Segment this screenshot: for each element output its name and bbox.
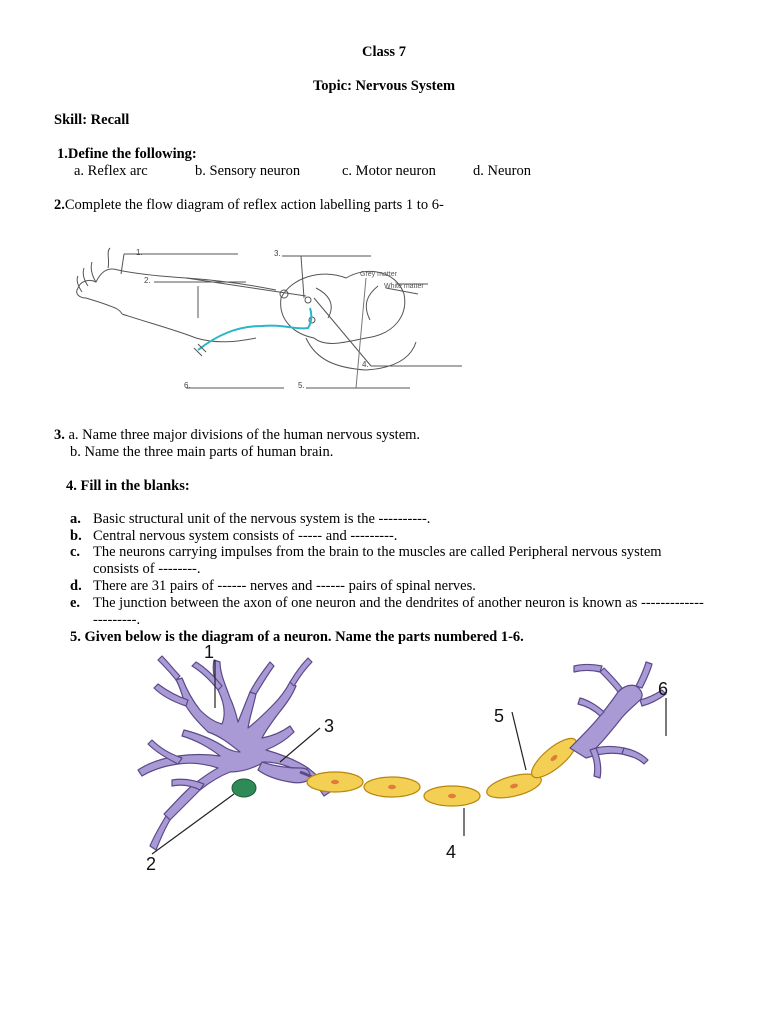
- q1-option-a: a. Reflex arc: [74, 163, 148, 179]
- neuron-label-3: 3: [324, 716, 335, 736]
- q4-heading: 4. Fill in the blanks:: [66, 478, 190, 494]
- myelin-segment-dot: [388, 785, 396, 789]
- q3-number: 3.: [54, 427, 65, 443]
- reflex-label-1: 1.: [136, 248, 143, 257]
- reflex-label-5: 5.: [298, 381, 305, 390]
- reflex-label-3: 3.: [274, 249, 281, 258]
- q1-heading: 1.Define the following:: [57, 146, 197, 162]
- neuron-label-4: 4: [446, 842, 457, 862]
- q2-instruction: Complete the flow diagram of reflex action labelling parts 1 to 6-: [64, 197, 444, 213]
- q4-item-e-marker: e.: [70, 595, 81, 611]
- q4-item-a-marker: a.: [70, 511, 81, 527]
- myelin-segment: [307, 772, 363, 792]
- neuron-diagram: [130, 640, 675, 870]
- myelin-sheath: [307, 732, 582, 806]
- q4-item-c-marker: c.: [70, 544, 81, 560]
- skill-label: Skill: Recall: [54, 112, 130, 128]
- q2-text: [54, 197, 444, 214]
- class-title: Class 7: [362, 44, 406, 60]
- q1-option-b: b. Sensory neuron: [195, 163, 301, 179]
- nerve-pathway: [198, 308, 311, 350]
- topic-title: Topic: Nervous System: [312, 78, 456, 94]
- axon-terminal: [570, 662, 669, 778]
- q4-item-b-text: Central nervous system consists of ----- and ---------.: [93, 528, 398, 544]
- white-matter-label: White matter: [384, 283, 424, 290]
- neuron-cell-body: [138, 656, 330, 850]
- q3-line-a: [54, 427, 420, 444]
- neuron-nucleus: [232, 779, 256, 797]
- reflex-label-4: 4.: [362, 360, 369, 369]
- q1-option-c: c. Motor neuron: [342, 163, 436, 179]
- q4-item-a-text: Basic structural unit of the nervous system is the ----------.: [93, 511, 431, 527]
- q2-number: 2.: [54, 197, 65, 213]
- reflex-label-6: 6.: [184, 381, 191, 390]
- q3-text-a: a. Name three major divisions of the human nervous system.: [68, 427, 421, 443]
- myelin-segment: [526, 732, 582, 783]
- neuron-label-1: 1: [204, 642, 215, 662]
- q4-item-e-text: The junction between the axon of one neuron and the dendrites of another neuron is known as ----------------------.: [93, 595, 704, 628]
- reflex-label-2: 2.: [144, 276, 151, 285]
- q4-item-c-text: The neurons carrying impulses from the brain to the muscles are called Peripheral nervous system consists of --------.: [93, 544, 662, 577]
- reflex-arc-diagram: [66, 238, 506, 398]
- neuron-label-5: 5: [494, 706, 505, 726]
- myelin-segment-dot: [331, 780, 339, 784]
- q5-heading: 5. Given below is the diagram of a neuron. Name the parts numbered 1-6.: [70, 629, 524, 645]
- q4-item-b-marker: b.: [70, 528, 82, 544]
- myelin-segment-dot: [448, 794, 456, 798]
- myelin-segment: [424, 786, 480, 806]
- q4-item-d-text: There are 31 pairs of ------ nerves and ------ pairs of spinal nerves.: [93, 578, 476, 594]
- myelin-segment: [364, 777, 420, 797]
- neuron-label-6: 6: [658, 679, 669, 699]
- neuron-label-2: 2: [146, 854, 157, 870]
- q1-option-d: d. Neuron: [473, 163, 531, 179]
- q3-line-b: b. Name the three main parts of human brain.: [70, 444, 334, 460]
- q4-item-d-marker: d.: [70, 578, 82, 594]
- grey-matter-label: Grey matter: [360, 271, 397, 278]
